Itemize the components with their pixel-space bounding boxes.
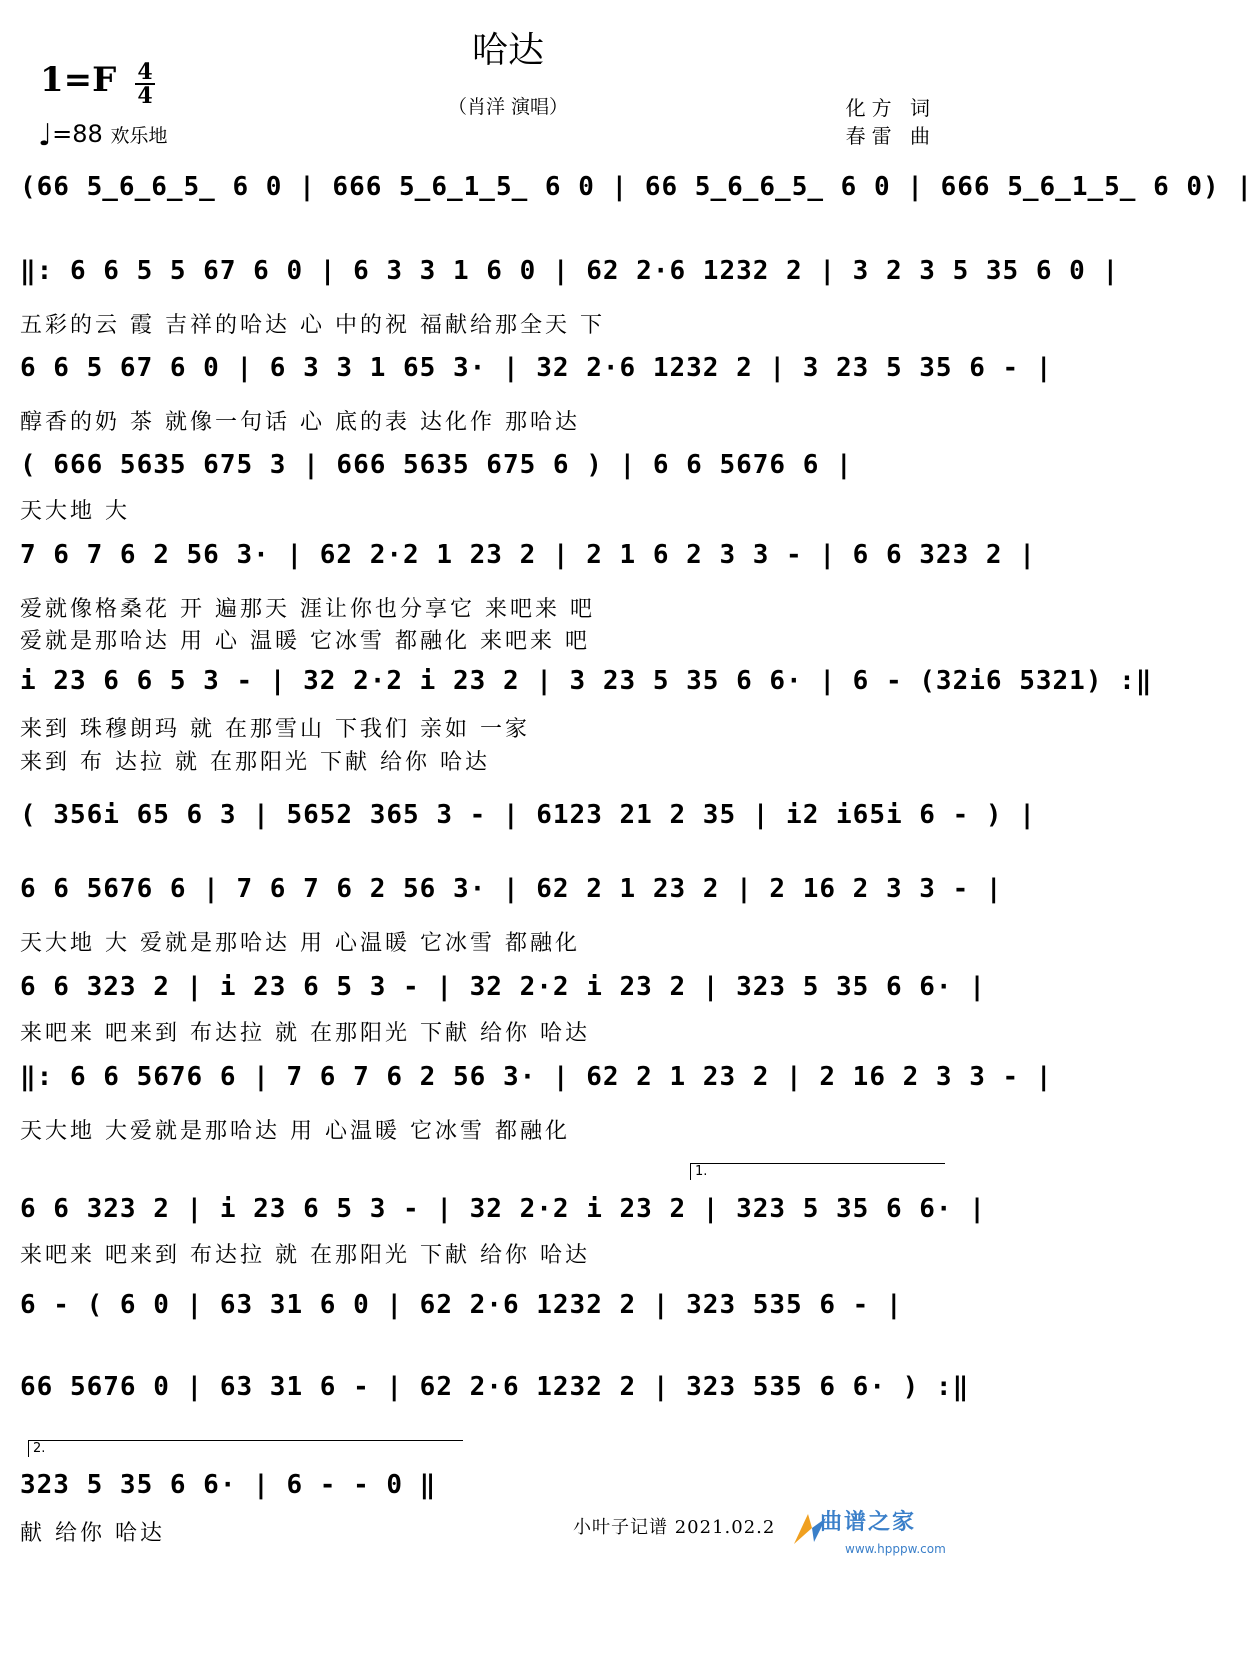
score-row-1: (66 5̲6̲6̲5̲ 6 0 | 666 5̲6̲1̲5̲ 6 0 | 66 5̲6̲6̲5̲ 6 0 | 666 5̲6̲1̲5̲ 6 0) | xyxy=(20,172,1253,202)
lyric-row-10: 天大地 大爱就是那哈达 用 心温暖 它冰雪 都融化 xyxy=(20,1119,570,1144)
lyric-row-2: 醇香的奶 茶 就像一句话 心 底的表 达化作 那哈达 xyxy=(20,410,580,435)
score-row-6: i 23 6 6 5 3 - | 32 2·2 i 23 2 | 3 23 5 35 6 6· | 6 - (32i6 5321) :‖ xyxy=(20,666,1153,696)
score-row-9: 6 6 323 2 | i 23 6 5 3 - | 32 2·2 i 23 2 | 323 5 35 6 6· | xyxy=(20,972,986,1002)
score-row-7: ( 356i 65 6 3 | 5652 365 3 - | 6123 21 2 35 | i2 i65i 6 - ) | xyxy=(20,800,1036,830)
lyric-row-1: 五彩的云 霞 吉祥的哈达 心 中的祝 福献给那全天 下 xyxy=(20,313,605,338)
page-title: 哈达 xyxy=(471,30,544,71)
score-row-5: 7 6 7 6 2 56 3· | 62 2·2 1 23 2 | 2 1 6 2 3 3 - | 6 6 323 2 | xyxy=(20,540,1036,570)
lyricist-credit: 化方 词 xyxy=(845,96,936,120)
score-row-4: ( 666 5635 675 3 | 666 5635 675 6 ) | 6 6 5676 6 | xyxy=(20,450,853,480)
lyric-row-9: 来吧来 吧来到 布达拉 就 在那阳光 下献 给你 哈达 xyxy=(20,1021,590,1046)
lyric-row-8: 天大地 大 爱就是那哈达 用 心温暖 它冰雪 都融化 xyxy=(20,931,580,956)
lyric-row-7: 来到 布 达拉 就 在那阳光 下献 给你 哈达 xyxy=(20,750,490,775)
score-row-2: ‖: 6 6 5 5 67 6 0 | 6 3 3 1 6 0 | 62 2·6 1232 2 | 3 2 3 5 35 6 0 | xyxy=(20,256,1120,286)
time-signature xyxy=(135,59,155,109)
lyric-row-3: 天大地 大 xyxy=(20,499,130,524)
lyric-row-11: 来吧来 吧来到 布达拉 就 在那阳光 下献 给你 哈达 xyxy=(20,1243,590,1268)
performer-subtitle: （肖洋 演唱） xyxy=(447,96,569,118)
tempo-value: =88 xyxy=(52,120,103,148)
score-row-8: 6 6 5676 6 | 7 6 7 6 2 56 3· | 62 2 1 23 2 | 2 16 2 3 3 - | xyxy=(20,874,1003,904)
tempo-marking xyxy=(38,118,167,153)
site-watermark-url: www.hpppw.com xyxy=(845,1542,946,1556)
transcriber-credit: 小叶子记谱 2021.02.2 xyxy=(573,1517,776,1538)
lyric-row-5: 爱就是那哈达 用 心 温暖 它冰雪 都融化 来吧来 吧 xyxy=(20,629,590,654)
lyric-row-4: 爱就像格桑花 开 遍那天 涯让你也分享它 来吧来 吧 xyxy=(20,597,595,622)
lyric-row-12: 献 给你 哈达 xyxy=(20,1521,165,1546)
score-row-3: 6 6 5 67 6 0 | 6 3 3 1 65 3· | 32 2·6 1232 2 | 3 23 5 35 6 - | xyxy=(20,353,1053,383)
composer-credit: 春雷 曲 xyxy=(845,124,936,148)
tempo-mood: 欢乐地 xyxy=(110,125,168,147)
time-sig-top: 4 xyxy=(137,59,153,85)
score-row-10: ‖: 6 6 5676 6 | 7 6 7 6 2 56 3· | 62 2 1 23 2 | 2 16 2 3 3 - | xyxy=(20,1062,1053,1092)
lyric-row-6: 来到 珠穆朗玛 就 在那雪山 下我们 亲如 一家 xyxy=(20,717,530,742)
second-ending-bracket: 2. xyxy=(28,1440,463,1457)
score-row-12: 6 - ( 6 0 | 63 31 6 0 | 62 2·6 1232 2 | 323 535 6 - | xyxy=(20,1290,903,1320)
quarter-note-icon: ♩ xyxy=(38,118,53,153)
score-row-11: 6 6 323 2 | i 23 6 5 3 - | 32 2·2 i 23 2 | 323 5 35 6 6· | xyxy=(20,1194,986,1224)
score-row-13: 66 5676 0 | 63 31 6 - | 62 2·6 1232 2 | 323 535 6 6· ) :‖ xyxy=(20,1372,970,1402)
first-ending-bracket: 1. xyxy=(690,1163,945,1180)
key-signature: 1=F xyxy=(40,60,117,100)
site-watermark: 曲谱之家 xyxy=(820,1510,917,1535)
time-sig-bottom: 4 xyxy=(137,83,153,109)
score-row-14: 323 5 35 6 6· | 6 - - 0 ‖ xyxy=(20,1470,437,1500)
